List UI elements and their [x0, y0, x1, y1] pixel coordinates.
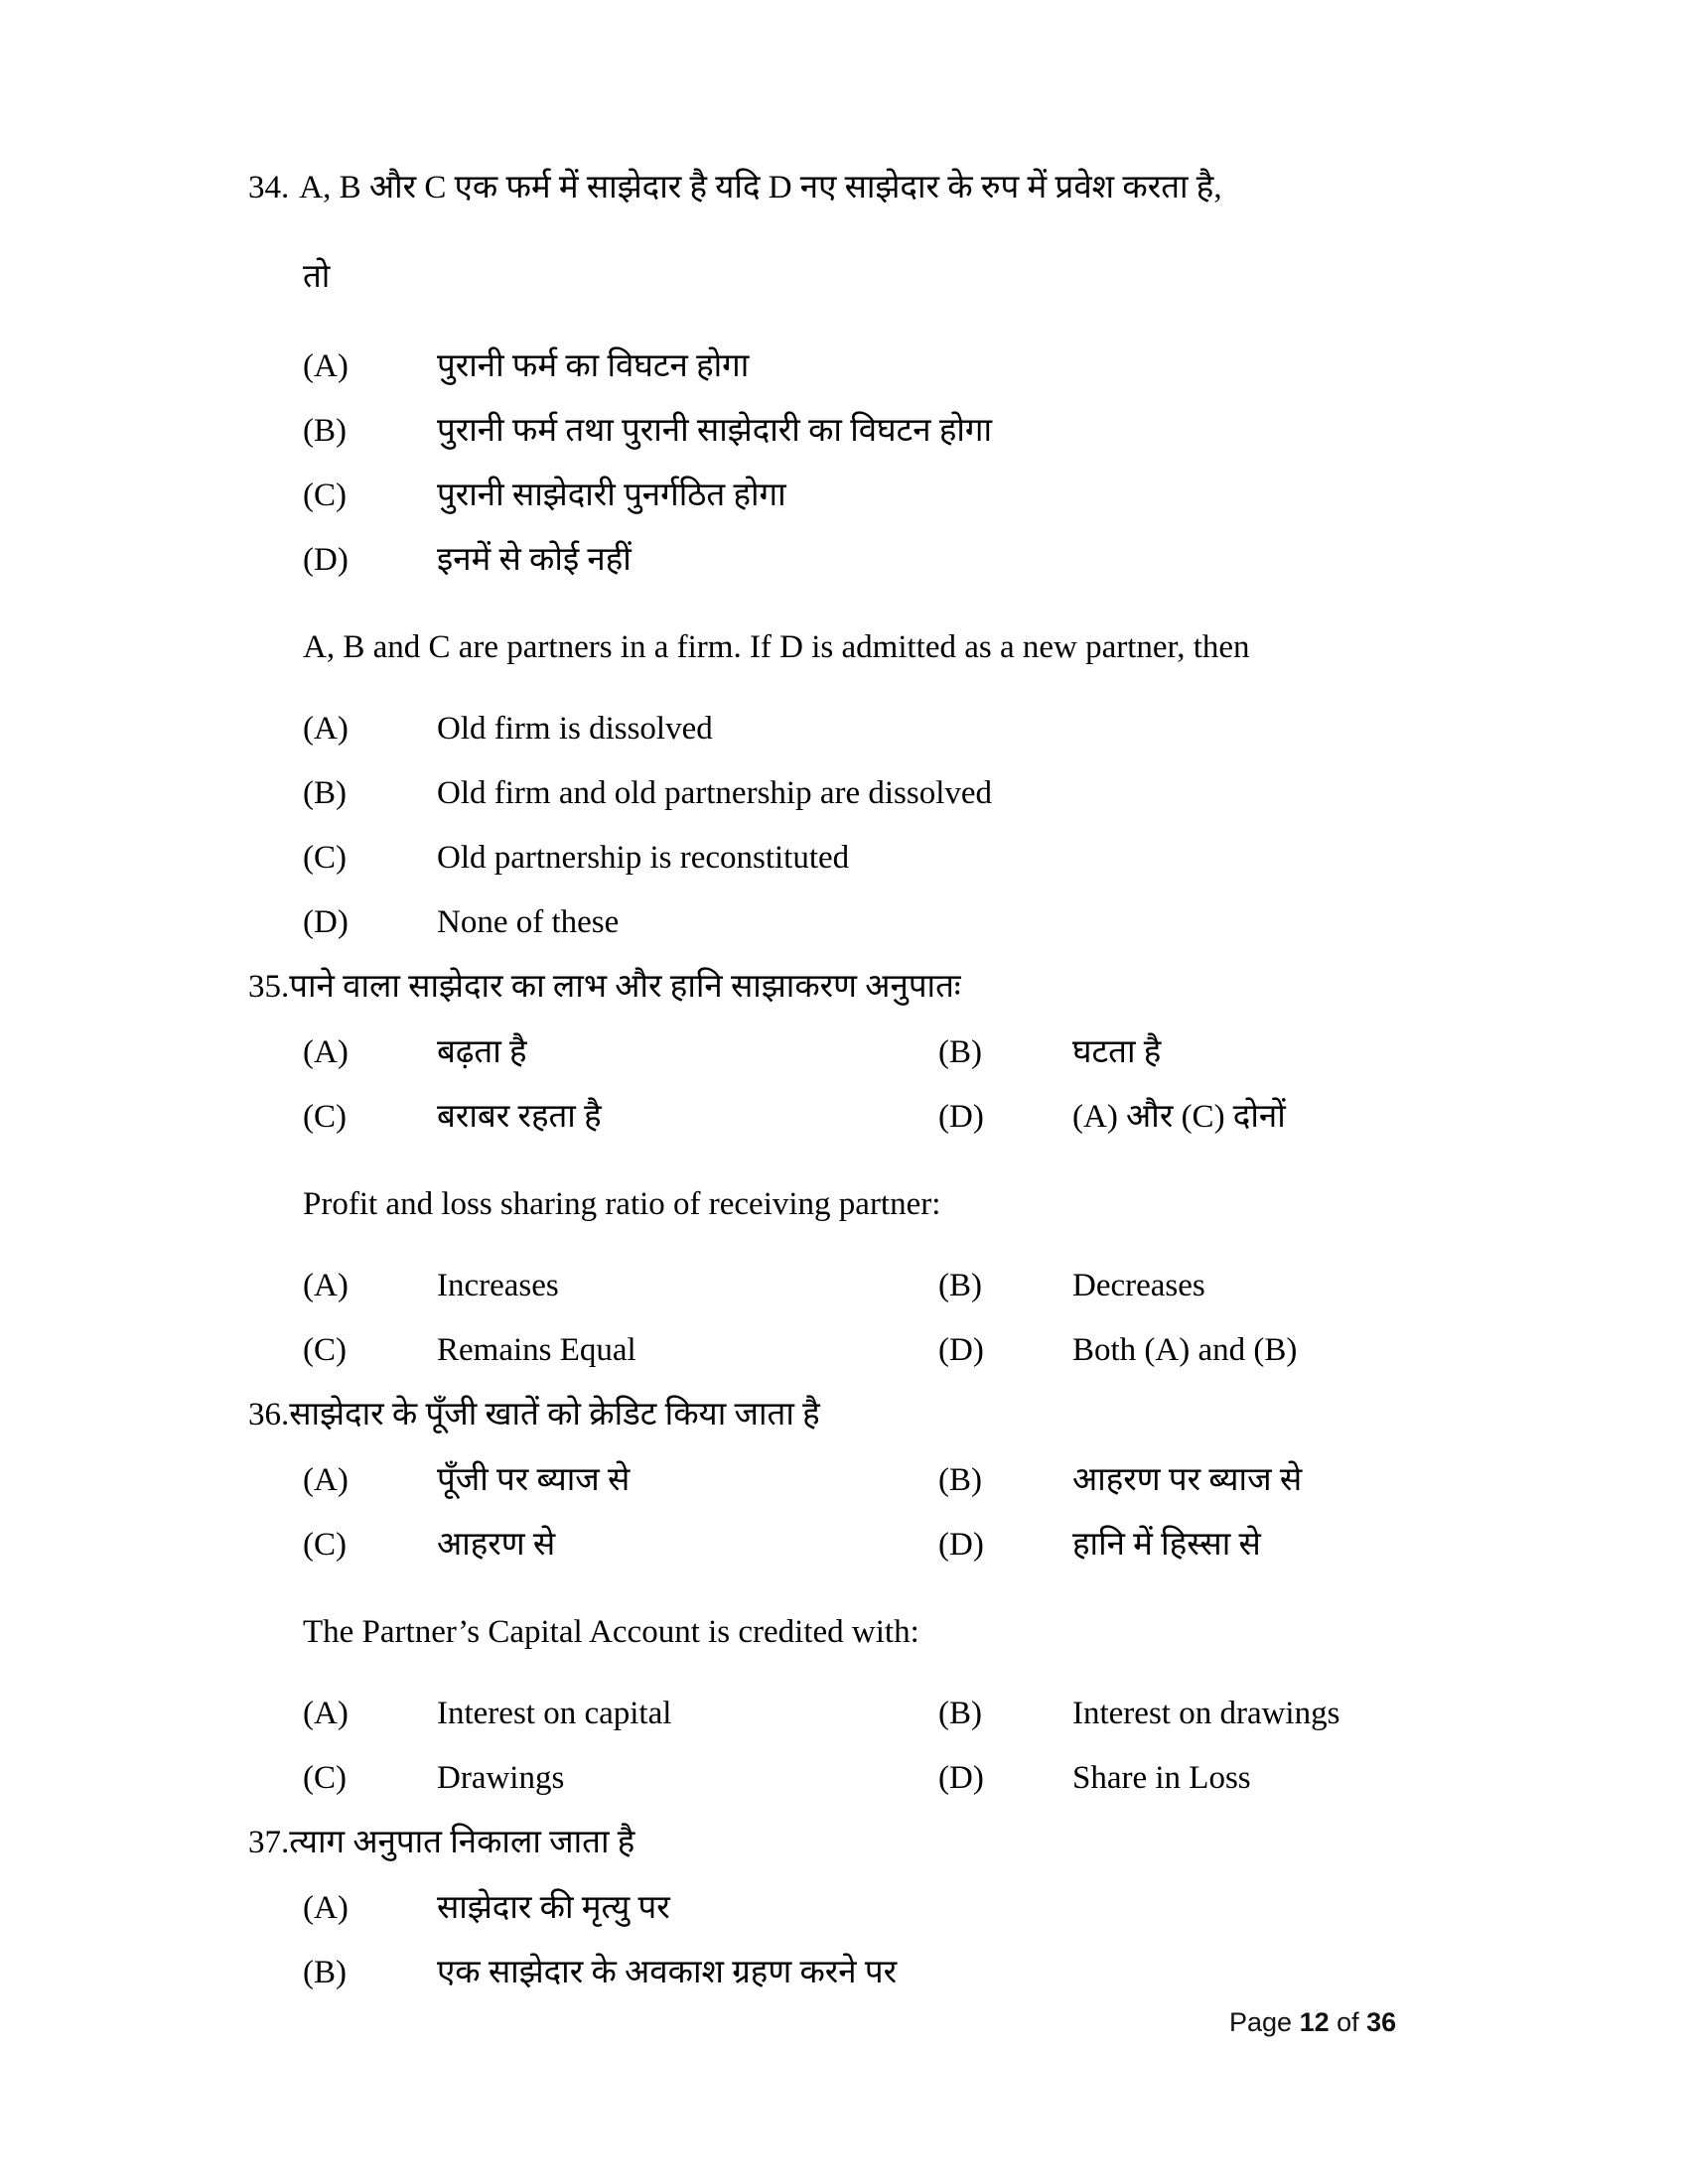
- question-text-hindi: A, B और C एक फर्म में साझेदार है यदि D नए साझेदार के रुप में प्रवेश करता है,: [299, 170, 1222, 205]
- option-c: [303, 475, 1470, 516]
- option-b-en: [938, 1693, 1339, 1734]
- option-row: [248, 475, 1470, 516]
- option-text: बढ़ता है: [437, 1034, 527, 1070]
- option-text: Remains Equal: [437, 1332, 636, 1368]
- option-label: (C): [303, 1527, 347, 1563]
- footer-of-word: of: [1329, 2007, 1367, 2037]
- option-text: Old partnership is reconstituted: [437, 840, 850, 876]
- question-text-english: Profit and loss sharing ratio of receiving partner:: [303, 1186, 941, 1222]
- option-text: Decreases: [1072, 1268, 1205, 1303]
- option-row: [248, 901, 1470, 943]
- option-label: (C): [303, 1760, 347, 1796]
- option-text: पुरानी फर्म का विघटन होगा: [437, 348, 750, 384]
- option-label: (C): [303, 478, 347, 513]
- option-label: (A): [303, 1890, 349, 1926]
- option-text: Increases: [437, 1268, 559, 1303]
- option-text: None of these: [437, 904, 620, 940]
- option-label: (B): [303, 413, 347, 449]
- option-a: [303, 1031, 938, 1073]
- question-35-hindi: [248, 966, 1470, 1008]
- option-row: [248, 345, 1470, 387]
- option-a: [303, 345, 1470, 387]
- question-37: [248, 1822, 1470, 1993]
- option-c: [303, 1096, 938, 1138]
- question-36-hindi: [248, 1394, 1470, 1435]
- option-label: (D): [938, 1760, 984, 1796]
- option-text: पूँजी पर ब्याज से: [437, 1462, 631, 1498]
- option-label: (A): [303, 348, 349, 384]
- question-text-english: The Partner’s Capital Account is credited with:: [303, 1614, 919, 1650]
- option-text: Old firm is dissolved: [437, 711, 713, 747]
- option-row: [248, 772, 1470, 814]
- question-35: [248, 966, 1470, 1371]
- option-row: [248, 1757, 1470, 1799]
- option-d-en: [938, 1329, 1297, 1371]
- question-34: [248, 167, 1470, 943]
- option-a: [303, 1887, 1470, 1929]
- option-row: [248, 1524, 1470, 1566]
- option-row: [248, 1265, 1470, 1306]
- option-text: आहरण से: [437, 1527, 556, 1563]
- option-row: [248, 1031, 1470, 1073]
- option-b-en: [938, 1265, 1205, 1306]
- option-b-en: [303, 772, 1470, 814]
- option-text: पुरानी साझेदारी पुनर्गठित होगा: [437, 478, 786, 513]
- option-text: बराबर रहता है: [437, 1099, 602, 1135]
- option-text: Old firm and old partnership are dissolved: [437, 775, 993, 811]
- option-label: (D): [303, 904, 349, 940]
- option-b: [938, 1031, 1161, 1073]
- option-label: (B): [938, 1034, 982, 1070]
- question-number: 37.: [248, 1825, 290, 1860]
- option-b: [938, 1459, 1302, 1501]
- option-c-en: [303, 1329, 938, 1371]
- option-b: [303, 410, 1470, 452]
- option-label: (A): [303, 1034, 349, 1070]
- question-number: 34.: [248, 170, 290, 205]
- option-a-en: [303, 708, 1470, 750]
- option-text: हानि में हिस्सा से: [1072, 1527, 1261, 1563]
- question-34-hindi-line1: [248, 167, 1470, 208]
- option-row: [248, 1096, 1470, 1138]
- page-footer: [1229, 2007, 1396, 2038]
- option-row: [248, 1693, 1470, 1734]
- option-label: (B): [938, 1696, 982, 1731]
- option-label: (A): [303, 1268, 349, 1303]
- option-row: [248, 1887, 1470, 1929]
- footer-current-page: 12: [1299, 2007, 1330, 2037]
- option-d-en: [303, 901, 1470, 943]
- question-text-hindi: पाने वाला साझेदार का लाभ और हानि साझाकरण अनुपातः: [289, 969, 961, 1005]
- option-label: (D): [303, 542, 349, 578]
- option-label: (C): [303, 1099, 347, 1135]
- option-row: [248, 1952, 1470, 1993]
- option-label: (B): [303, 775, 347, 811]
- option-label: (A): [303, 711, 349, 747]
- option-text: एक साझेदार के अवकाश ग्रहण करने पर: [437, 1955, 898, 1990]
- option-d: [938, 1096, 1286, 1138]
- option-row: [248, 1329, 1470, 1371]
- option-row: [248, 410, 1470, 452]
- option-text: (A) और (C) दोनों: [1072, 1099, 1286, 1135]
- option-text: साझेदार की मृत्यु पर: [437, 1890, 670, 1926]
- option-label: (A): [303, 1462, 349, 1498]
- option-a: [303, 1459, 938, 1501]
- option-text: Share in Loss: [1072, 1760, 1251, 1796]
- option-text: Both (A) and (B): [1072, 1332, 1298, 1368]
- option-a-en: [303, 1265, 938, 1306]
- option-label: (D): [938, 1527, 984, 1563]
- option-label: (B): [303, 1955, 347, 1990]
- option-row: [248, 539, 1470, 581]
- option-c-en: [303, 1757, 938, 1799]
- footer-page-word: Page: [1229, 2007, 1300, 2037]
- question-34-hindi-line2: तो: [303, 259, 331, 295]
- option-label: (A): [303, 1696, 349, 1731]
- question-text-hindi: त्याग अनुपात निकाला जाता है: [289, 1825, 635, 1860]
- option-a-en: [303, 1693, 938, 1734]
- option-text: Interest on capital: [437, 1696, 672, 1731]
- option-label: (D): [938, 1099, 984, 1135]
- option-b: [303, 1952, 1470, 1993]
- question-number: 36.: [248, 1397, 290, 1433]
- option-c: [303, 1524, 938, 1566]
- option-d: [303, 539, 1470, 581]
- option-text: Drawings: [437, 1760, 565, 1796]
- option-row: [248, 708, 1470, 750]
- option-row: [248, 1459, 1470, 1501]
- option-text: इनमें से कोई नहीं: [437, 542, 632, 578]
- question-37-hindi: [248, 1822, 1470, 1863]
- question-text-english: A, B and C are partners in a firm. If D is admitted as a new partner, then: [303, 629, 1250, 665]
- option-text: आहरण पर ब्याज से: [1072, 1462, 1303, 1498]
- option-d: [938, 1524, 1261, 1566]
- option-label: (B): [938, 1462, 982, 1498]
- option-text: पुरानी फर्म तथा पुरानी साझेदारी का विघटन होगा: [437, 413, 993, 449]
- question-number: 35.: [248, 969, 290, 1005]
- option-label: (B): [938, 1268, 982, 1303]
- option-text: Interest on drawings: [1072, 1696, 1340, 1731]
- option-text: घटता है: [1072, 1034, 1162, 1070]
- option-label: (C): [303, 840, 347, 876]
- option-label: (D): [938, 1332, 984, 1368]
- option-row: [248, 837, 1470, 879]
- option-label: (C): [303, 1332, 347, 1368]
- question-36: [248, 1394, 1470, 1799]
- footer-total-pages: 36: [1366, 2007, 1397, 2037]
- option-c-en: [303, 837, 1470, 879]
- page-content: [248, 167, 1470, 2016]
- option-d-en: [938, 1757, 1251, 1799]
- question-text-hindi: साझेदार के पूँजी खातें को क्रेडिट किया जाता है: [289, 1397, 820, 1433]
